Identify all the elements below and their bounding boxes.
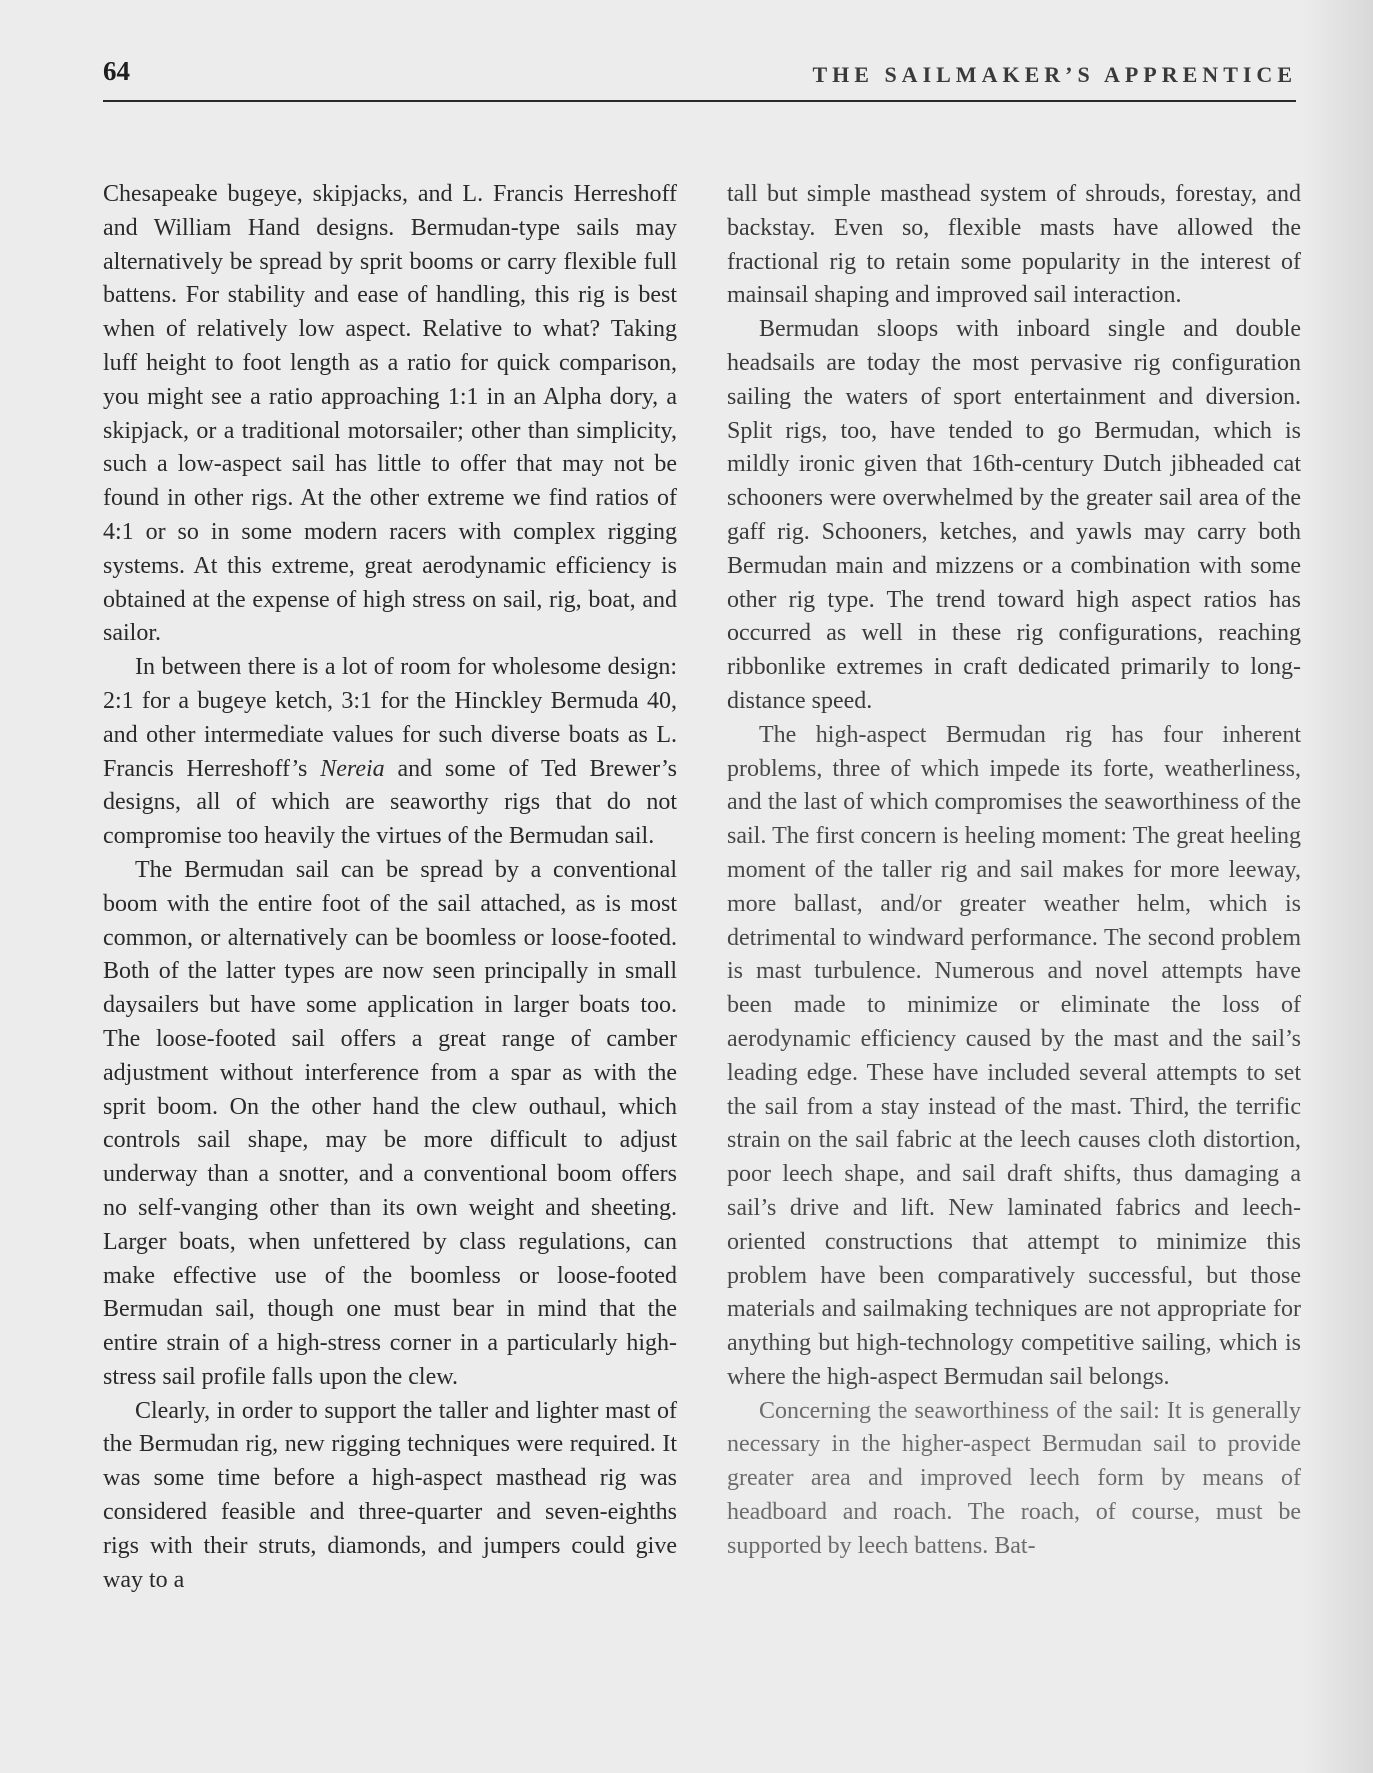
right-column [727, 178, 1301, 1564]
left-paragraph-2-text-a: In between there is a lot of room for wholesome design: 2:1 for a bugeye ketch, 3:1 for the Hinckley Bermuda 40, and other intermediate values for such diverse boats as L. Francis Herreshoff’s [103, 654, 677, 782]
left-paragraph-2-text-b: and some of Ted Brewer’s designs, all of which are seaworthy rigs that do not compromise too heavily the virtues of the Bermudan sail. [103, 755, 677, 850]
right-paragraph-3: The high-aspect Bermudan rig has four inherent problems, three of which impede its forte, weatherliness, and the last of which compromises the seaworthiness of the sail. The first concern is heeling moment: The great heeling moment of the taller rig and sail makes for more leeway, more ballast, and/or greater weather helm, which is detrimental to windward performance. The second problem is mast turbulence. Numerous and novel attempts have been made to minimize or eliminate the loss of aerodynamic efficiency caused by the mast and the sail’s leading edge. These have included several attempts to set the sail from a stay instead of the mast. Third, the terrific strain on the sail fabric at the leech causes cloth distortion, poor leech shape, and sail draft shifts, thus damaging a sail’s drive and lift. New laminated fabrics and leech-oriented constructions that attempt to minimize this problem have been comparatively successful, but those materials and sailmaking techniques are not appropriate for anything but high-technology competitive sailing, which is where the high-aspect Bermudan sail belongs. [727, 721, 1301, 1390]
left-paragraph-4: Clearly, in order to support the taller and lighter mast of the Bermudan rig, new rigging techniques were required. It was some time before a high-aspect masthead rig was considered feasible and three-quarter and seven-eighths rigs with their struts, diamonds, and jumpers could give way to a [103, 1397, 677, 1593]
right-paragraph-4: Concerning the seaworthiness of the sail: It is generally necessary in the higher-aspect Bermudan sail to provide greater area and improved leech form by means of headboard and roach. The roach, of course, must be supported by leech battens. Bat- [727, 1397, 1301, 1559]
left-paragraph-3: The Bermudan sail can be spread by a conventional boom with the entire foot of the sail attached, as is most common, or alternatively can be boomless or loose-footed. Both of the latter types are now seen principally in small daysailers but have some application in larger boats too. The loose-footed sail offers a great range of camber adjustment without interference from a spar as with the sprit boom. On the other hand the clew outhaul, which controls sail shape, may be more difficult to adjust underway than a snotter, and a conventional boom offers no self-vanging other than its own weight and sheeting. Larger boats, when unfettered by class regulations, can make effective use of the boomless or loose-footed Bermudan sail, though one must bear in mind that the entire strain of a high-stress corner in a particularly high-stress sail profile falls upon the clew. [103, 856, 677, 1390]
running-head: THE SAILMAKER’S APPRENTICE [812, 62, 1297, 87]
page-number: 64 [103, 56, 130, 86]
right-paragraph-2: Bermudan sloops with inboard single and double headsails are today the most pervasive rig configuration sailing the waters of sport entertainment and diversion. Split rigs, too, have tended to go Bermudan, which is mildly ironic given that 16th-century Dutch jibheaded cat schooners were overwhelmed by the greater sail area of the gaff rig. Schooners, ketches, and yawls may carry both Bermudan main and mizzens or a combination with some other rig type. The trend toward high aspect ratios has occurred as well in these rig configurations, reaching ribbonlike extremes in craft dedicated primarily to long-distance speed. [727, 316, 1301, 714]
right-paragraph-1: tall but simple masthead system of shrouds, forestay, and backstay. Even so, flexible masts have allowed the fractional rig to retain some popularity in the interest of mainsail shaping and improved sail interaction. [727, 181, 1301, 309]
boat-name-italic: Nereia [320, 755, 385, 782]
left-paragraph-1: Chesapeake bugeye, skipjacks, and L. Francis Herreshoff and William Hand designs. Bermudan-type sails may alternatively be spread by sprit booms or carry flexible full battens. For stability and ease of handling, this rig is best when of relatively low aspect. Relative to what? Taking luff height to foot length as a ratio for quick comparison, you might see a ratio approaching 1:1 in an Alpha dory, a skipjack, or a traditional motorsailer; other than simplicity, such a low-aspect sail has little to offer that may not be found in other rigs. At the other extreme we find ratios of 4:1 or so in some modern racers with complex rigging systems. At this extreme, great aerodynamic efficiency is obtained at the expense of high stress on sail, rig, boat, and sailor. [103, 181, 677, 647]
left-paragraph-2 [103, 651, 677, 854]
header-rule [103, 100, 1296, 102]
left-column [103, 178, 677, 1597]
page-gutter-shadow [1303, 0, 1373, 1773]
